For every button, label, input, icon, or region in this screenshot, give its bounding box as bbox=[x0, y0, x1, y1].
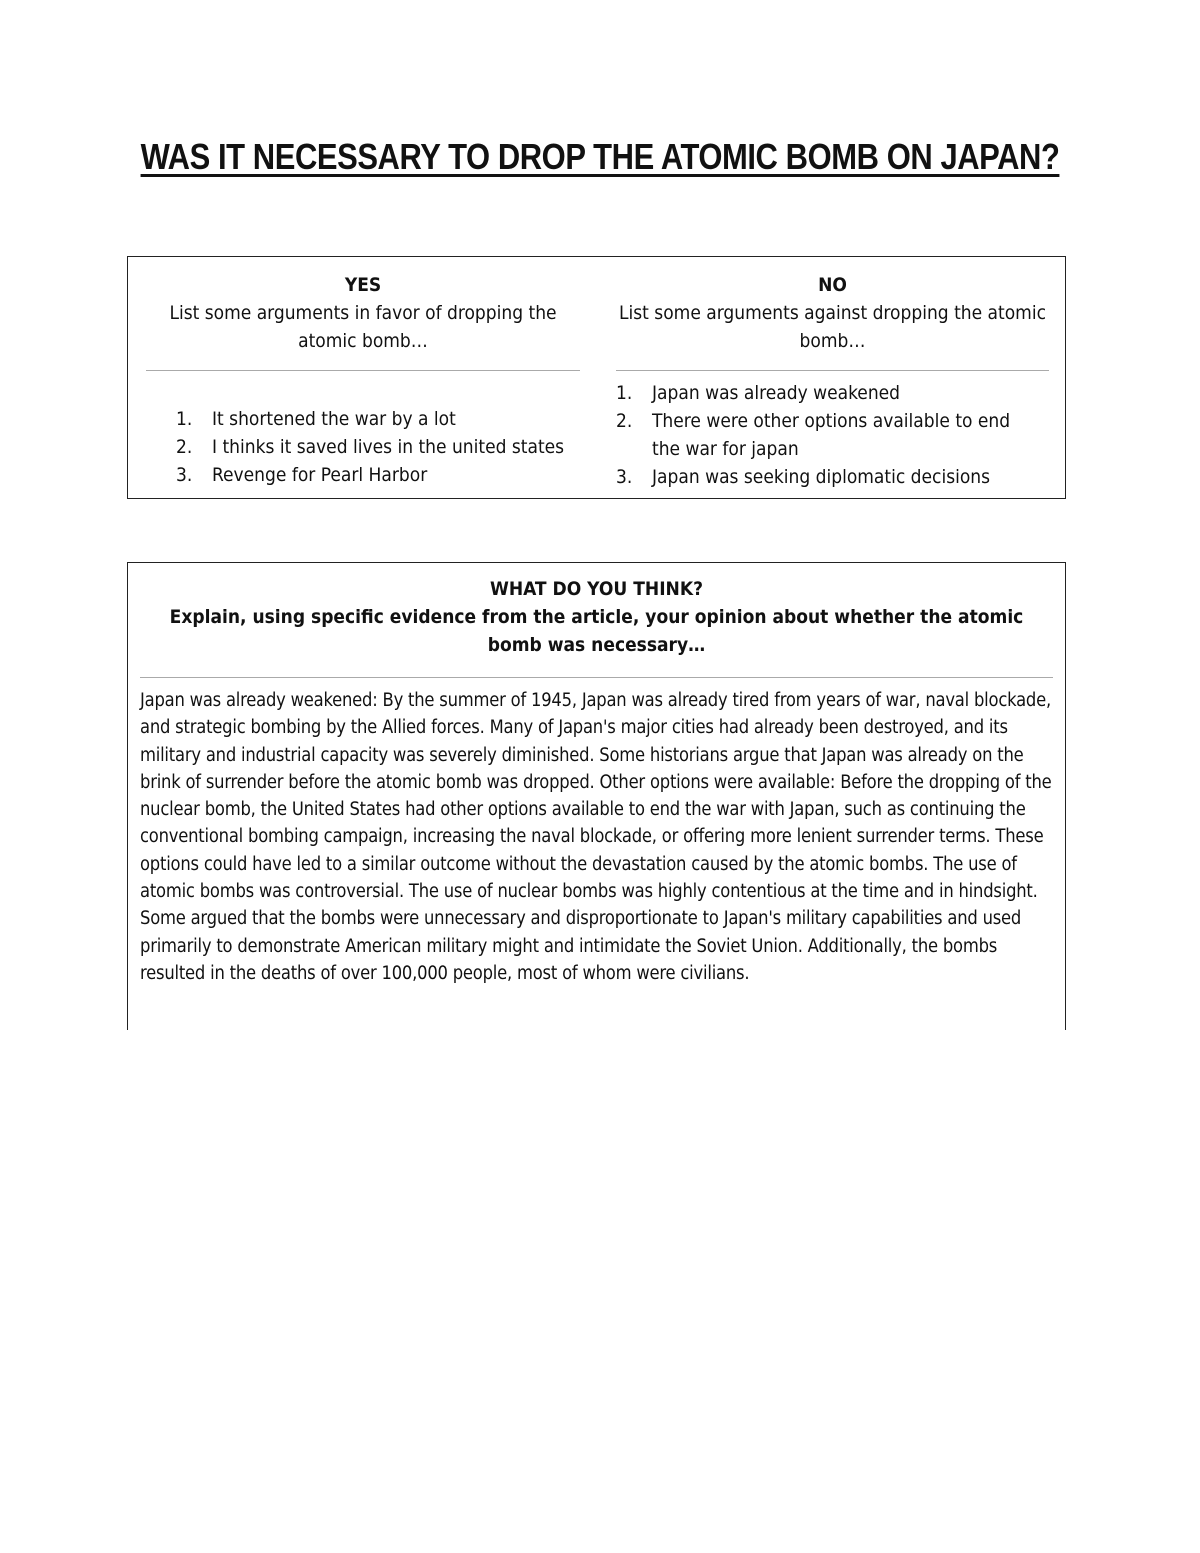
yes-answer-list[interactable] bbox=[176, 405, 576, 489]
list-item bbox=[616, 463, 1036, 491]
no-divider bbox=[616, 370, 1049, 371]
list-item bbox=[176, 461, 576, 489]
opinion-section bbox=[127, 562, 1066, 1030]
yes-column bbox=[128, 257, 598, 498]
list-item-text: There were other options available to end the war for japan bbox=[652, 410, 1011, 460]
yes-label: YES bbox=[344, 274, 382, 296]
list-item-number: 2. bbox=[176, 436, 193, 458]
list-item-number: 3. bbox=[616, 466, 633, 488]
list-item-number: 1. bbox=[616, 382, 633, 404]
yes-divider bbox=[146, 370, 580, 371]
opinion-prompt: Explain, using specific evidence from the article, your opinion about whether the atomic bomb was necessary… bbox=[169, 606, 1024, 656]
list-item-text: Revenge for Pearl Harbor bbox=[212, 464, 428, 486]
opinion-divider bbox=[140, 677, 1053, 678]
list-item-text: I thinks it saved lives in the united states bbox=[212, 436, 565, 458]
list-item-text: It shortened the war by a lot bbox=[212, 408, 456, 430]
opinion-header bbox=[128, 575, 1065, 659]
yes-header bbox=[128, 271, 598, 355]
list-item-text: Japan was already weakened bbox=[652, 382, 901, 404]
list-item-number: 1. bbox=[176, 408, 193, 430]
no-column bbox=[598, 257, 1067, 498]
list-item bbox=[176, 405, 576, 433]
no-prompt: List some arguments against dropping the atomic bomb… bbox=[619, 302, 1046, 352]
list-item-number: 3. bbox=[176, 464, 193, 486]
no-answer-list[interactable] bbox=[616, 379, 1036, 491]
page-title: WAS IT NECESSARY TO DROP THE ATOMIC BOMB ON JAPAN? bbox=[140, 136, 1060, 177]
list-item bbox=[176, 433, 576, 461]
list-item-text: Japan was seeking diplomatic decisions bbox=[652, 466, 991, 488]
arguments-table bbox=[127, 256, 1066, 499]
list-item bbox=[616, 407, 1036, 463]
opinion-label: WHAT DO YOU THINK? bbox=[489, 578, 704, 600]
list-item bbox=[616, 379, 1036, 407]
no-label: NO bbox=[818, 274, 847, 296]
no-header bbox=[598, 271, 1067, 355]
yes-prompt: List some arguments in favor of dropping the atomic bomb… bbox=[169, 302, 557, 352]
list-item-number: 2. bbox=[616, 410, 633, 432]
opinion-response[interactable]: Japan was already weakened: By the summer of 1945, Japan was already tired from years of war, naval blockade, and strategic bombing by the Allied forces. Many of Japan's major cities had already been destroyed, and its military and industrial capacity was severely diminished. Some historians argue that Japan was already on the brink of surrender before the atomic bomb was dropped. Other options were available: Before the dropping of the nuclear bomb, the United States had other options available to end the war with Japan, such as continuing the conventional bombing campaign, increasing the naval blockade, or offering more lenient surrender terms. These options could have led to a similar outcome without the devastation caused by the atomic bombs. The use of atomic bombs was controversial. The use of nuclear bombs was highly contentious at the time and in hindsight. Some argued that the bombs were unnecessary and disproportionate to Japan's military capabilities and used primarily to demonstrate American military might and intimidate the Soviet Union. Additionally, the bombs resulted in the deaths of over 100,000 people, most of whom were civilians. bbox=[140, 690, 1052, 984]
